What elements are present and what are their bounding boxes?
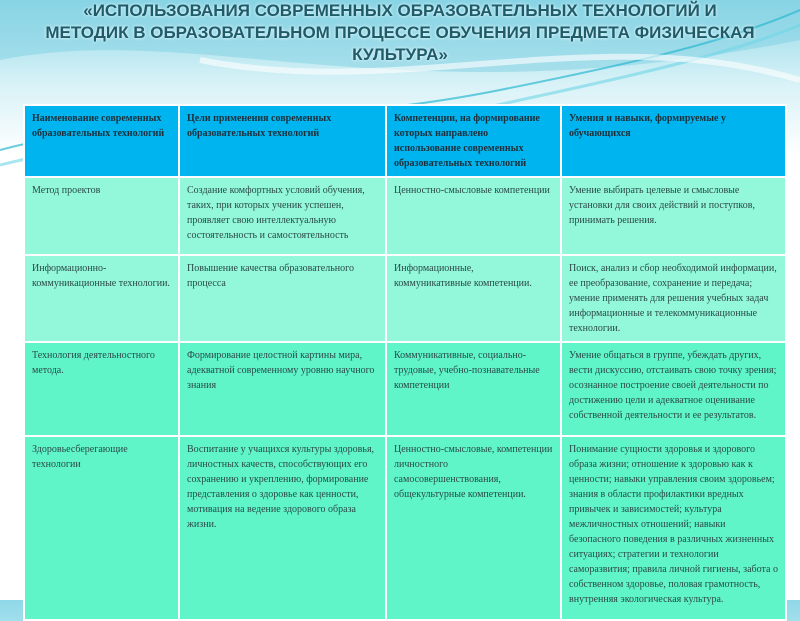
cell-competencies: Ценностно-смысловые, компетенции личностного самосовершенствования, общекультурные компетенции. (386, 436, 561, 620)
table-row (24, 177, 786, 255)
cell-competencies: Коммуникативные, социально-трудовые, учебно-познавательные компетенции (386, 342, 561, 436)
header-goals: Цели применения современных образовательных технологий (179, 105, 386, 177)
cell-goals: Формирование целостной картины мира, адекватной современному уровню научного знания (179, 342, 386, 436)
cell-technology: Здоровьесберегающие технологии (24, 436, 179, 620)
technologies-table (23, 104, 787, 621)
cell-goals: Воспитание у учащихся культуры здоровья, личностных качеств, способствующих его сохранению и укреплению, формирование представления о здоровье как ценности, мотивация на ведение здорового образа жизни. (179, 436, 386, 620)
cell-skills: Поиск, анализ и сбор необходимой информации, ее преобразование, сохранение и передача; умение применять для решения учебных задач информационные и телекоммуникационные технологии. (561, 255, 786, 342)
table-row (24, 255, 786, 342)
table-row (24, 436, 786, 620)
cell-technology: Технология деятельностного метода. (24, 342, 179, 436)
cell-goals: Повышение качества образовательного процесса (179, 255, 386, 342)
cell-skills: Умение выбирать целевые и смысловые установки для своих действий и поступков, принимать решения. (561, 177, 786, 255)
slide-title: «ИСПОЛЬЗОВАНИЯ СОВРЕМЕННЫХ ОБРАЗОВАТЕЛЬНЫХ ТЕХНОЛОГИЙ И МЕТОДИК В ОБРАЗОВАТЕЛЬНОМ ПРОЦЕССЕ ОБУЧЕНИЯ ПРЕДМЕТА ФИЗИЧЕСКАЯ КУЛЬТУРА» (45, 1, 755, 64)
cell-skills: Понимание сущности здоровья и здорового образа жизни; отношение к здоровью как к ценности; навыки управления своим здоровьем; знания в области профилактики вредных привычек и зависимостей; культура межличностных отношений; навыки безопасного поведения в различных жизненных ситуациях; стратегии и технологии саморазвития; правила личной гигиены, забота о собственном здоровье, половая грамотность, внутренняя экологическая культура. (561, 436, 786, 620)
cell-technology: Метод проектов (24, 177, 179, 255)
cell-competencies: Ценностно-смысловые компетенции (386, 177, 561, 255)
cell-goals: Создание комфортных условий обучения, таких, при которых ученик успешен, проявляет свою интеллектуальную состоятельность и самостоятельность (179, 177, 386, 255)
cell-technology: Информационно-коммуникационные технологии. (24, 255, 179, 342)
table-row (24, 342, 786, 436)
header-skills: Умения и навыки, формируемые у обучающихся (561, 105, 786, 177)
header-competencies: Компетенции, на формирование которых направлено использование современных образовательных технологий (386, 105, 561, 177)
cell-competencies: Информационные, коммуникативные компетенции. (386, 255, 561, 342)
cell-skills: Умение общаться в группе, убеждать других, вести дискуссию, отстаивать свою точку зрения; осознанное построение своей деятельности по достижению цели и адекватное оценивание собственной деятельности и ее результатов. (561, 342, 786, 436)
table-header-row (24, 105, 786, 177)
header-technology-name: Наименование современных образовательных технологий (24, 105, 179, 177)
